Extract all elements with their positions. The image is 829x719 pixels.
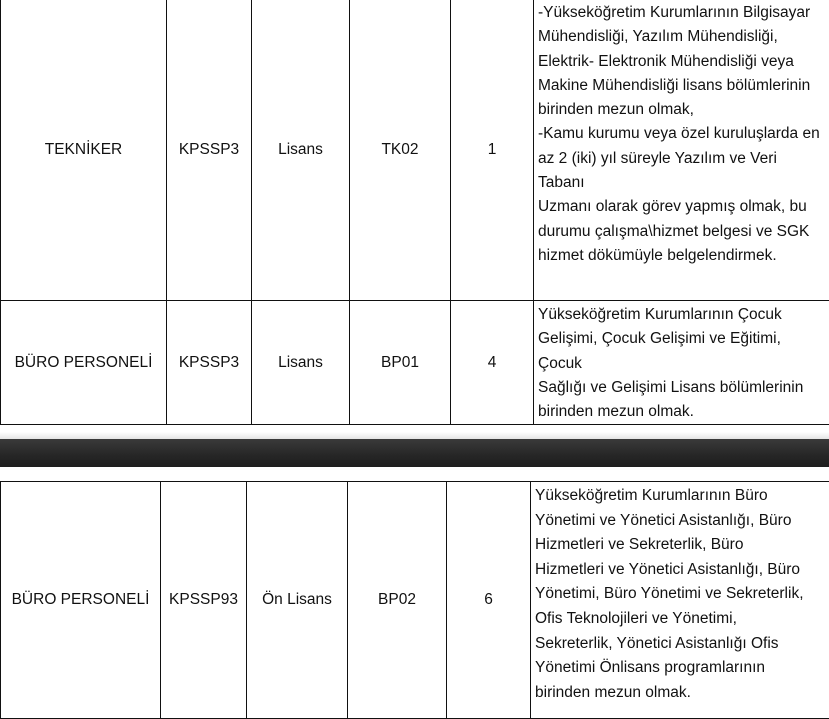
education-level-cell: Lisans bbox=[252, 0, 350, 301]
position-count-cell: 6 bbox=[447, 482, 531, 719]
position-count-cell: 4 bbox=[451, 301, 534, 425]
education-level-cell: Lisans bbox=[252, 301, 350, 425]
position-title-cell: BÜRO PERSONELİ bbox=[1, 482, 161, 719]
requirements-cell bbox=[534, 301, 829, 425]
position-title-cell: BÜRO PERSONELİ bbox=[1, 301, 167, 425]
table-row bbox=[1, 0, 829, 301]
education-level-cell: Ön Lisans bbox=[247, 482, 348, 719]
exam-type-cell: KPSSP3 bbox=[167, 0, 252, 301]
requirements-cell bbox=[531, 482, 829, 719]
requirements-text: -Yükseköğretim Kurumlarının Bilgisayar Mühendisliği, Yazılım Mühendisliği, Elektrik- Elektronik Mühendisliği veya Makine Mühendisliği lisans bölümlerinin birinden mezun olmak, -Kamu kurumu veya özel kuruluşlarda en az 2 (iki) yıl süreyle Yazılım ve Veri Tabanı Uzmanı olarak görev yapmış olmak, bu durumu çalışma\hizmet belgesi ve SGK hizmet dökümüyle belgelendirmek. bbox=[538, 1, 827, 268]
position-count-cell: 1 bbox=[451, 0, 534, 301]
requirements-text: Yükseköğretim Kurumlarının Büro Yönetimi ve Yönetici Asistanlığı, Büro Hizmetleri ve Sekreterlik, Büro Hizmetleri ve Yönetici Asistanlığı, Büro Yönetimi, Büro Yönetimi ve Sekreterlik, Ofis Teknolojileri ve Yönetimi, Sekreterlik, Yönetici Asistanlığı Ofis Yönetimi Önlisans programlarının birinden mezun olmak. bbox=[535, 484, 827, 705]
position-code-cell: BP02 bbox=[348, 482, 447, 719]
positions-table-bottom bbox=[0, 481, 829, 719]
table-row bbox=[1, 301, 829, 425]
position-code-cell: TK02 bbox=[350, 0, 451, 301]
position-code-cell: BP01 bbox=[350, 301, 451, 425]
requirements-text: Yükseköğretim Kurumlarının Çocuk Gelişimi, Çocuk Gelişimi ve Eğitimi, Çocuk Sağlığı ve Gelişimi Lisans bölümlerinin birinden mezun olmak. bbox=[538, 303, 827, 424]
exam-type-cell: KPSSP93 bbox=[161, 482, 247, 719]
table-row bbox=[1, 482, 829, 719]
page-separator-bar bbox=[0, 439, 829, 467]
position-title-cell: TEKNİKER bbox=[1, 0, 167, 301]
exam-type-cell: KPSSP3 bbox=[167, 301, 252, 425]
page-separator-shadow bbox=[0, 432, 829, 439]
requirements-cell bbox=[534, 0, 829, 301]
